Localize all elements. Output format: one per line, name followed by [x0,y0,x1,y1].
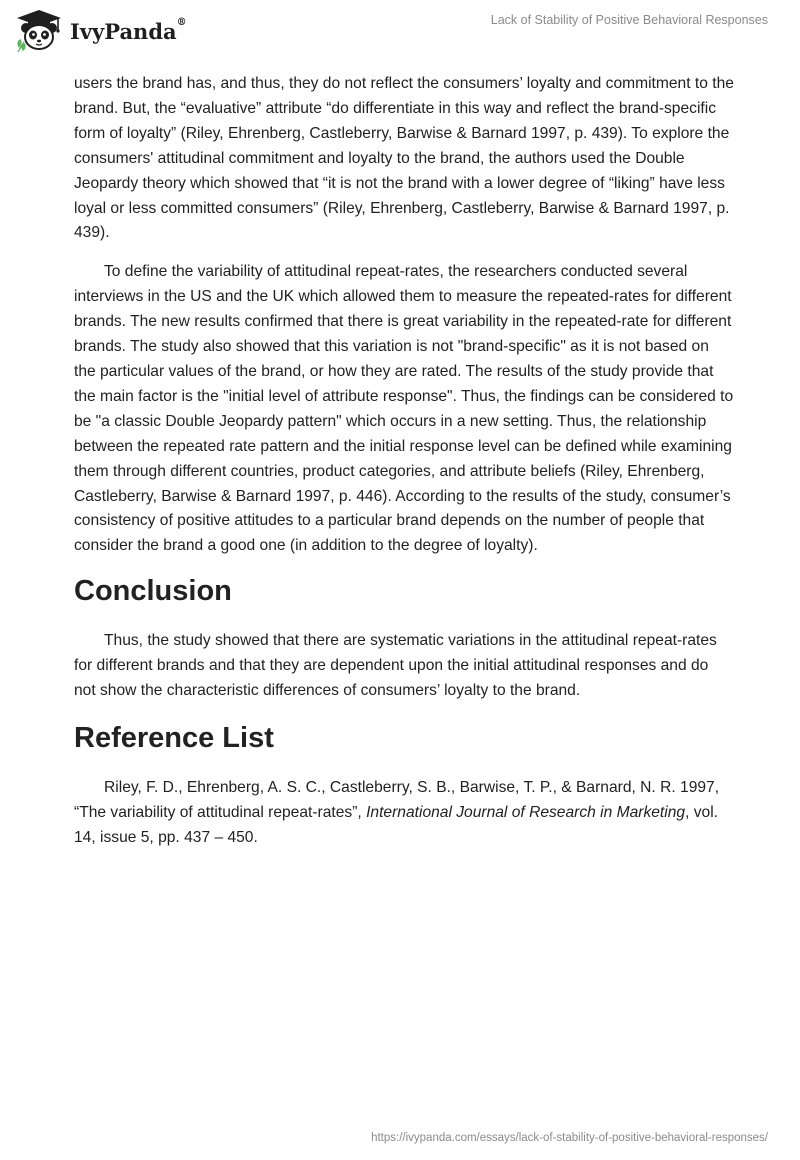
brand-name [70,16,187,44]
ivypanda-logo[interactable] [14,8,187,54]
page-header [0,0,800,70]
article-body [74,72,734,851]
conclusion-heading: Conclusion [74,575,232,608]
conclusion-paragraph: Thus, the study showed that there are systematic variations in the attitudinal repeat-rates for different brands and that they are dependent upon the initial attitudinal responses and do not show the characteristic differences of consumers’ loyalty to the brand. [74,632,717,700]
reference-journal: International Journal of Research in Marketing [366,803,686,821]
registered-mark: ® [176,16,187,28]
reference-entry [74,776,734,851]
reference-list-heading: Reference List [74,721,274,754]
source-url[interactable]: https://ivypanda.com/essays/lack-of-stability-of-positive-behavioral-responses/ [371,1132,768,1144]
brand-name-text: IvyPanda [70,18,177,44]
panda-graduate-icon [14,8,64,54]
paragraph-2: To define the variability of attitudinal repeat-rates, the researchers conducted several interviews in the US and the UK which allowed them to measure the repeated-rates for different brands. The new results confirmed that there is great variability in the repeated-rate for different brands. The study also showed that this variation is not "brand-specific" as it is not based on the particular values of the brand, or how they are rated. The results of the study provide that the main factor is the "initial level of attribute response". Thus, the findings can be considered to be "a classic Double Jeopardy pattern" which occurs in a new setting. Thus, the relationship between the repeated rate pattern and the initial response level can be defined while examining them through different countries, product categories, and attribute beliefs (Riley, Ehrenberg, Castleberry, Barwise & Barnard 1997, p. 446). According to the results of the study, consumer’s consistency of positive attitudes to a particular brand depends on the number of people that consider the brand a good one (in addition to the degree of loyalty). [74,263,734,555]
paragraph-1: users the brand has, and thus, they do not reflect the consumers’ loyalty and commitment to the brand. But, the “evaluative” attribute “do differentiate in this way and reflect the brand-specific form of loyalty” (Riley, Ehrenberg, Castleberry, Barwise & Barnard 1997, p. 439). To explore the consumers' attitudinal commitment and loyalty to the brand, the authors used the Double Jeopardy theory which showed that “it is not the brand with a lower degree of “liking” have less loyal or less committed consumers” (Riley, Ehrenberg, Castleberry, Barwise & Barnard 1997, p. 439). [74,75,734,242]
reference-authors-title: Riley, F. D., Ehrenberg, A. S. C., Castleberry, S. B., Barwise, T. P., & Barnard, N. R. 1997, “The variability of attitudinal repeat-rates”, [74,778,720,821]
document-title: Lack of Stability of Positive Behavioral Responses [490,13,768,27]
reference-details: , vol. 14, issue 5, pp. 437 – 450. [74,803,719,846]
